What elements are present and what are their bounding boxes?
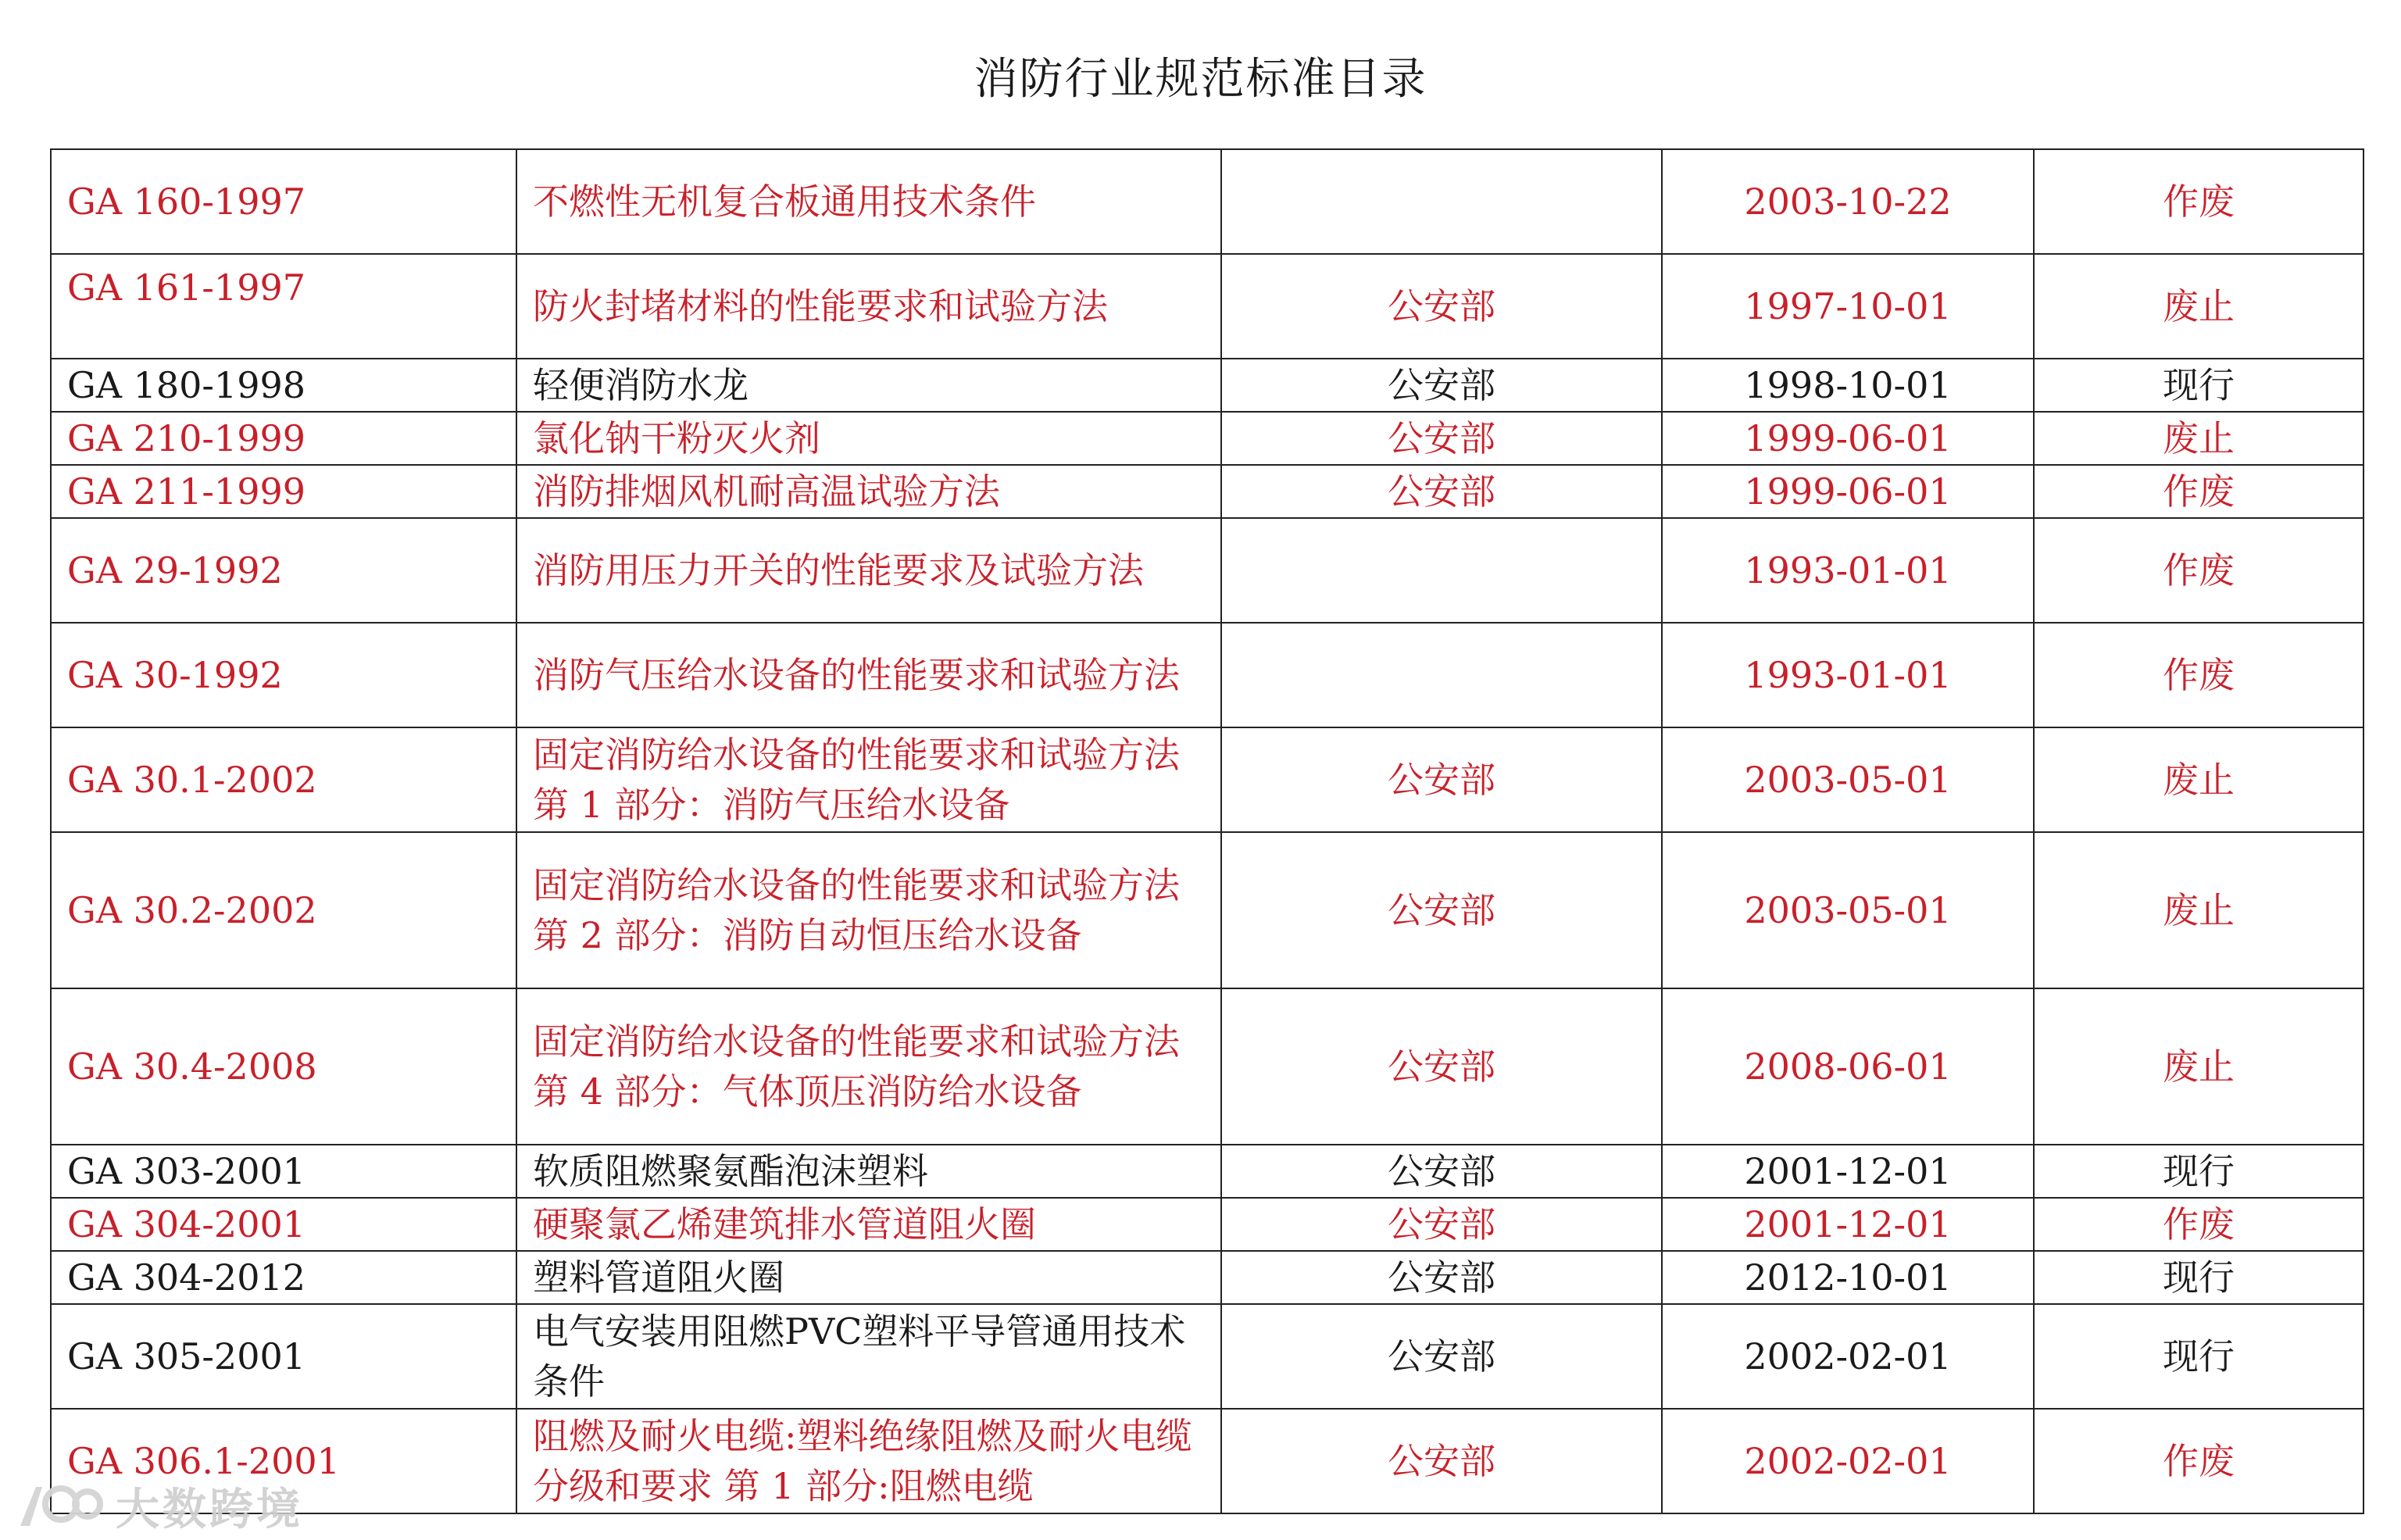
standard-code-cell: GA 305-2001 bbox=[51, 1304, 516, 1409]
status-cell: 作废 bbox=[2034, 518, 2363, 623]
status-cell: 现行 bbox=[2034, 1251, 2363, 1304]
table-row bbox=[51, 1198, 2363, 1251]
issuing-dept-cell: 公安部 bbox=[1221, 1145, 1662, 1198]
status-cell: 作废 bbox=[2034, 465, 2363, 518]
standard-name-cell: 塑料管道阻火圈 bbox=[516, 1251, 1221, 1304]
status-cell: 废止 bbox=[2034, 412, 2363, 465]
standard-name-cell: 不燃性无机复合板通用技术条件 bbox=[516, 149, 1221, 254]
standard-code-cell: GA 29-1992 bbox=[51, 518, 516, 623]
standard-name-cell: 阻燃及耐火电缆:塑料绝缘阻燃及耐火电缆分级和要求 第 1 部分:阻燃电缆 bbox=[516, 1409, 1221, 1513]
standard-code-cell: GA 304-2012 bbox=[51, 1251, 516, 1304]
standard-name-cell: 氯化钠干粉灭火剂 bbox=[516, 412, 1221, 465]
issuing-dept-cell: 公安部 bbox=[1221, 988, 1662, 1145]
status-cell: 现行 bbox=[2034, 359, 2363, 412]
issuing-dept-cell: 公安部 bbox=[1221, 254, 1662, 359]
company-logo-icon bbox=[13, 1479, 105, 1534]
effective-date-cell: 1999-06-01 bbox=[1662, 412, 2034, 465]
standard-name-cell: 防火封堵材料的性能要求和试验方法 bbox=[516, 254, 1221, 359]
issuing-dept-cell: 公安部 bbox=[1221, 359, 1662, 412]
standard-name-cell: 固定消防给水设备的性能要求和试验方法 第 1 部分：消防气压给水设备 bbox=[516, 727, 1221, 832]
issuing-dept-cell: 公安部 bbox=[1221, 465, 1662, 518]
standard-code-cell: GA 306.1-2001 bbox=[51, 1409, 516, 1513]
status-cell: 废止 bbox=[2034, 988, 2363, 1145]
effective-date-cell: 2001-12-01 bbox=[1662, 1198, 2034, 1251]
standard-code-cell: GA 161-1997 bbox=[51, 254, 516, 359]
table-row bbox=[51, 1304, 2363, 1409]
standard-name-cell: 消防用压力开关的性能要求及试验方法 bbox=[516, 518, 1221, 623]
standard-code-cell: GA 303-2001 bbox=[51, 1145, 516, 1198]
standard-name-cell: 固定消防给水设备的性能要求和试验方法 第 2 部分：消防自动恒压给水设备 bbox=[516, 832, 1221, 988]
table-row bbox=[51, 412, 2363, 465]
table-row bbox=[51, 254, 2363, 359]
standards-table-body bbox=[51, 149, 2363, 1513]
effective-date-cell: 1993-01-01 bbox=[1662, 623, 2034, 727]
effective-date-cell: 2002-02-01 bbox=[1662, 1409, 2034, 1513]
issuing-dept-cell: 公安部 bbox=[1221, 1251, 1662, 1304]
standard-code-cell: GA 160-1997 bbox=[51, 149, 516, 254]
issuing-dept-cell bbox=[1221, 149, 1662, 254]
table-row bbox=[51, 1251, 2363, 1304]
effective-date-cell: 2003-10-22 bbox=[1662, 149, 2034, 254]
effective-date-cell: 1997-10-01 bbox=[1662, 254, 2034, 359]
issuing-dept-cell: 公安部 bbox=[1221, 1198, 1662, 1251]
status-cell: 废止 bbox=[2034, 254, 2363, 359]
status-cell: 废止 bbox=[2034, 727, 2363, 832]
watermark bbox=[13, 1475, 303, 1538]
standard-code-cell: GA 180-1998 bbox=[51, 359, 516, 412]
table-row bbox=[51, 832, 2363, 988]
table-row bbox=[51, 988, 2363, 1145]
status-cell: 作废 bbox=[2034, 149, 2363, 254]
table-row bbox=[51, 727, 2363, 832]
standard-name-cell: 硬聚氯乙烯建筑排水管道阻火圈 bbox=[516, 1198, 1221, 1251]
standard-name-cell: 消防气压给水设备的性能要求和试验方法 bbox=[516, 623, 1221, 727]
status-cell: 现行 bbox=[2034, 1304, 2363, 1409]
standard-name-cell: 消防排烟风机耐高温试验方法 bbox=[516, 465, 1221, 518]
standard-name-cell: 电气安装用阻燃PVC塑料平导管通用技术条件 bbox=[516, 1304, 1221, 1409]
watermark-text: 大数跨境 bbox=[116, 1485, 303, 1535]
issuing-dept-cell: 公安部 bbox=[1221, 832, 1662, 988]
status-cell: 作废 bbox=[2034, 1409, 2363, 1513]
document-title: 消防行业规范标准目录 bbox=[974, 54, 1427, 105]
issuing-dept-cell bbox=[1221, 623, 1662, 727]
effective-date-cell: 1998-10-01 bbox=[1662, 359, 2034, 412]
standard-code-cell: GA 30.4-2008 bbox=[51, 988, 516, 1145]
issuing-dept-cell: 公安部 bbox=[1221, 1304, 1662, 1409]
status-cell: 作废 bbox=[2034, 1198, 2363, 1251]
table-row bbox=[51, 1145, 2363, 1198]
standard-code-cell: GA 210-1999 bbox=[51, 412, 516, 465]
standard-name-cell: 轻便消防水龙 bbox=[516, 359, 1221, 412]
standard-code-cell: GA 30-1992 bbox=[51, 623, 516, 727]
effective-date-cell: 2008-06-01 bbox=[1662, 988, 2034, 1145]
status-cell: 废止 bbox=[2034, 832, 2363, 988]
effective-date-cell: 2003-05-01 bbox=[1662, 727, 2034, 832]
effective-date-cell: 2001-12-01 bbox=[1662, 1145, 2034, 1198]
table-row bbox=[51, 465, 2363, 518]
issuing-dept-cell: 公安部 bbox=[1221, 412, 1662, 465]
standard-code-cell: GA 304-2001 bbox=[51, 1198, 516, 1251]
standard-code-cell: GA 211-1999 bbox=[51, 465, 516, 518]
issuing-dept-cell: 公安部 bbox=[1221, 1409, 1662, 1513]
table-row bbox=[51, 149, 2363, 254]
standard-code-cell: GA 30.2-2002 bbox=[51, 832, 516, 988]
table-row bbox=[51, 623, 2363, 727]
table-row bbox=[51, 359, 2363, 412]
status-cell: 作废 bbox=[2034, 623, 2363, 727]
effective-date-cell: 2003-05-01 bbox=[1662, 832, 2034, 988]
table-row bbox=[51, 1409, 2363, 1513]
effective-date-cell: 1999-06-01 bbox=[1662, 465, 2034, 518]
standard-name-cell: 软质阻燃聚氨酯泡沫塑料 bbox=[516, 1145, 1221, 1198]
issuing-dept-cell: 公安部 bbox=[1221, 727, 1662, 832]
table-row bbox=[51, 518, 2363, 623]
status-cell: 现行 bbox=[2034, 1145, 2363, 1198]
standards-table bbox=[50, 148, 2364, 1514]
issuing-dept-cell bbox=[1221, 518, 1662, 623]
standard-name-cell: 固定消防给水设备的性能要求和试验方法 第 4 部分：气体顶压消防给水设备 bbox=[516, 988, 1221, 1145]
standard-code-cell: GA 30.1-2002 bbox=[51, 727, 516, 832]
effective-date-cell: 2002-02-01 bbox=[1662, 1304, 2034, 1409]
effective-date-cell: 2012-10-01 bbox=[1662, 1251, 2034, 1304]
effective-date-cell: 1993-01-01 bbox=[1662, 518, 2034, 623]
